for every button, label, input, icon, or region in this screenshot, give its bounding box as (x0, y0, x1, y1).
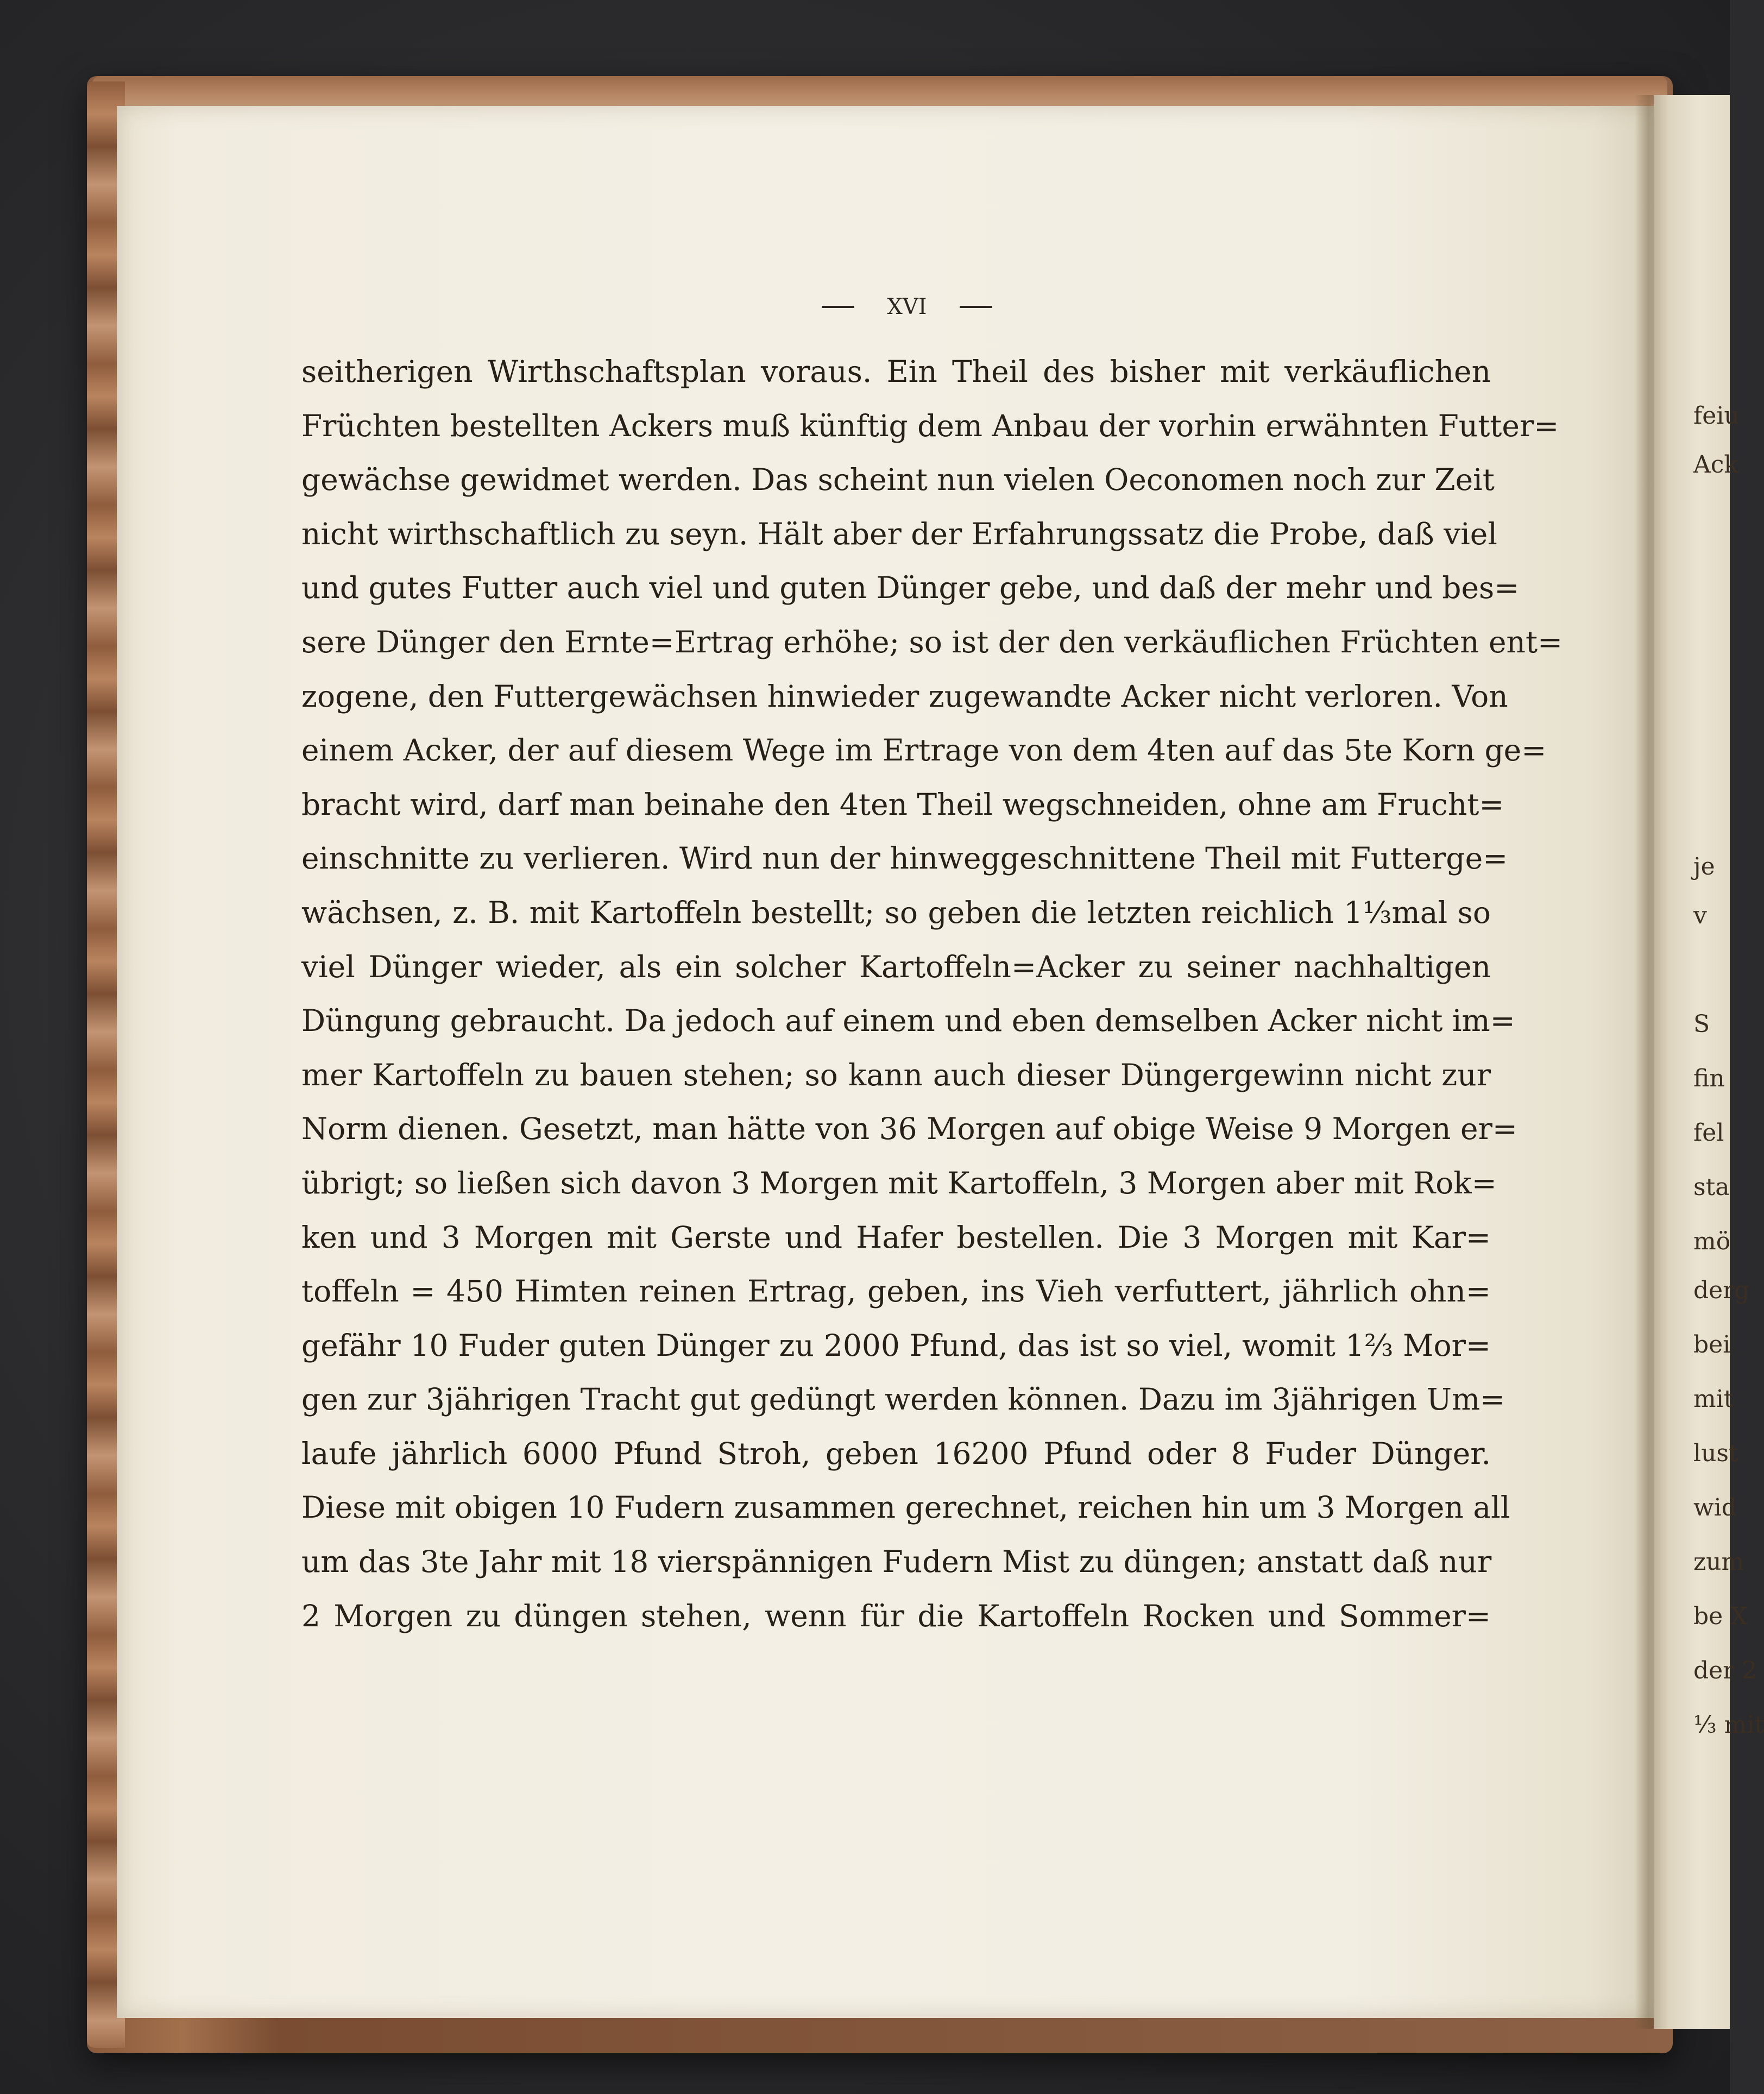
facing-page-fragment: v (1693, 902, 1707, 929)
text-line: übrigt; so ließen sich davon 3 Morgen mit Kartoffeln, 3 Morgen aber mit Rok= (301, 1165, 1497, 1200)
page-header (771, 288, 1043, 326)
facing-page-fragment: be X (1693, 1602, 1748, 1630)
text-line: viel Dünger wieder, als ein solcher Kartoffeln=Acker zu seiner nachhaltigen (301, 949, 1491, 984)
text-line: sere Dünger den Ernte=Ertrag erhöhe; so ist der den verkäuflichen Früchten ent= (301, 624, 1563, 659)
text-line: Diese mit obigen 10 Fudern zusammen gerechnet, reichen hin um 3 Morgen all (301, 1490, 1510, 1525)
text-line: gewächse gewidmet werden. Das scheint nun vielen Oeconomen noch zur Zeit (301, 462, 1495, 498)
header-dash-left (822, 306, 854, 308)
text-line: seitherigen Wirthschaftsplan voraus. Ein Theil des bisher mit verkäuflichen (301, 354, 1491, 389)
text-line: bracht wird, darf man beinahe den 4ten Theil wegschneiden, ohne am Frucht= (301, 787, 1504, 822)
facing-page-fragment: wid (1693, 1494, 1737, 1521)
text-line: nicht wirthschaftlich zu seyn. Hält aber der Erfahrungssatz die Probe, daß viel (301, 516, 1497, 551)
facing-page-fragment: feiu (1693, 402, 1740, 430)
text-line: laufe jährlich 6000 Pfund Stroh, geben 16200 Pfund oder 8 Fuder Dünger. (301, 1436, 1491, 1471)
facing-page-fragment: derg (1693, 1276, 1750, 1304)
header-dash-right (960, 306, 992, 308)
facing-page-fragment: mit (1693, 1385, 1734, 1413)
facing-page-fragment: je (1693, 853, 1715, 881)
facing-page-fragment: lust (1693, 1439, 1738, 1467)
facing-page-fragment: fel (1693, 1119, 1724, 1147)
text-line: gen zur 3jährigen Tracht gut gedüngt werden können. Dazu im 3jährigen Um= (301, 1382, 1505, 1417)
text-line: toffeln = 450 Himten reinen Ertrag, geben, ins Vieh verfuttert, jährlich ohn= (301, 1274, 1491, 1309)
text-line: um das 3te Jahr mit 18 vierspännigen Fudern Mist zu düngen; anstatt daß nur (301, 1544, 1492, 1580)
facing-page-fragment: Ack (1693, 451, 1739, 479)
facing-page-fragment: mö (1693, 1228, 1731, 1255)
facing-page-fragment: sta (1693, 1173, 1730, 1201)
text-line: gefähr 10 Fuder guten Dünger zu 2000 Pfund, das ist so viel, womit 1⅔ Mor= (301, 1328, 1491, 1363)
facing-page-fragment: zum (1693, 1548, 1744, 1576)
text-line: Norm dienen. Gesetzt, man hätte von 36 Morgen auf obige Weise 9 Morgen er= (301, 1111, 1517, 1147)
facing-page-fragment: S (1693, 1010, 1710, 1038)
text-line: und gutes Futter auch viel und guten Dünger gebe, und daß der mehr und bes= (301, 570, 1520, 606)
text-line: ken und 3 Morgen mit Gerste und Hafer bestellen. Die 3 Morgen mit Kar= (301, 1219, 1491, 1255)
text-line: wächsen, z. B. mit Kartoffeln bestellt; so geben die letzten reichlich 1⅓mal so (301, 895, 1491, 930)
text-line: einschnitte zu verlieren. Wird nun der hinweggeschnittene Theil mit Futterge= (301, 841, 1508, 876)
text-line: einem Acker, der auf diesem Wege im Ertrage von dem 4ten auf das 5te Korn ge= (301, 733, 1547, 768)
page-body (301, 345, 1563, 1643)
text-line: Früchten bestellten Ackers muß künftig dem Anbau der vorhin erwähnten Futter= (301, 408, 1559, 443)
text-line: 2 Morgen zu düngen stehen, wenn für die Kartoffeln Rocken und Sommer= (301, 1598, 1491, 1633)
text-line: Düngung gebraucht. Da jedoch auf einem und eben demselben Acker nicht im= (301, 1003, 1515, 1039)
facing-page-fragment: der 2 (1693, 1657, 1757, 1684)
text-line: mer Kartoffeln zu bauen stehen; so kann auch dieser Düngergewinn nicht zur (301, 1057, 1491, 1092)
facing-page-fragment: ⅓ mit (1693, 1711, 1764, 1739)
page-number: XVI (887, 294, 927, 319)
facing-page-fragment: fin (1693, 1065, 1725, 1092)
facing-page-fragment: bei (1693, 1331, 1731, 1359)
text-line: zogene, den Futtergewächsen hinwieder zugewandte Acker nicht verloren. Von (301, 678, 1508, 714)
facing-page (1654, 95, 1764, 2029)
